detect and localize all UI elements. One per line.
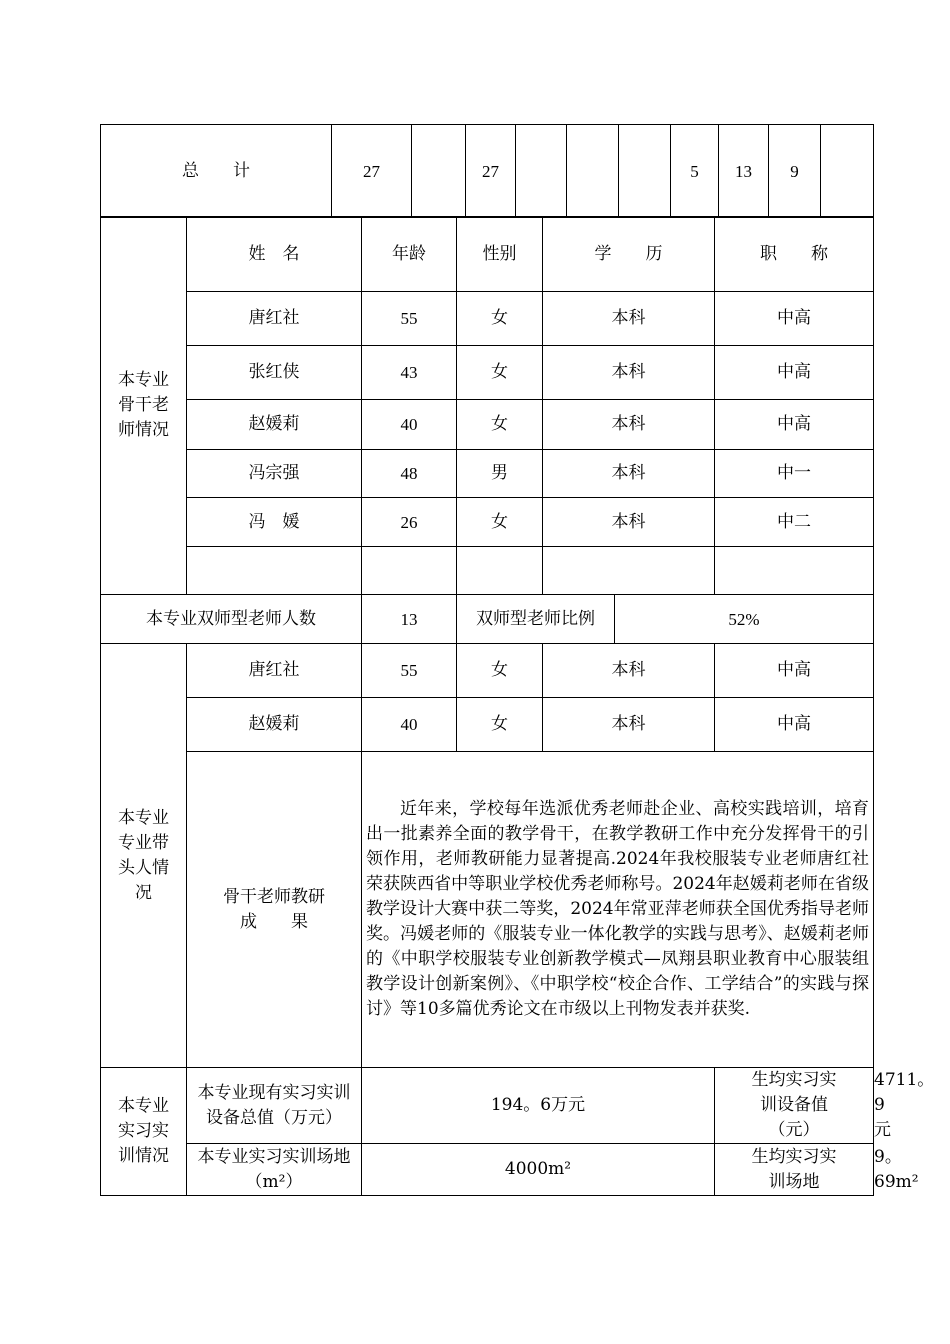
training-section-label	[101, 1068, 187, 1196]
dual-ratio-label: 双师型老师比例	[457, 595, 615, 644]
research-label-line2: 成 果	[240, 911, 308, 932]
core-row	[101, 292, 874, 346]
total-cell: 5	[671, 125, 719, 218]
training-row-equip: 本专业实习实训情况 本专业现有实习实训设备总值（万元） 194。6万元 生均实习实训设备值（元） 4711。9元	[101, 1068, 874, 1144]
header-title: 职 称	[715, 217, 874, 292]
total-cell	[619, 125, 671, 218]
site-label-text: 本专业实习实训场地（m²）	[197, 1146, 351, 1192]
teacher-gender	[457, 547, 543, 595]
teacher-gender: 女	[457, 292, 543, 346]
teacher-title: 中二	[715, 498, 874, 547]
per-site-label-text: 生均实习实训场地	[751, 1146, 837, 1192]
leader-row	[101, 698, 874, 752]
core-row	[101, 450, 874, 498]
research-label-line1: 骨干老师教研	[223, 886, 325, 907]
teacher-gender: 男	[457, 450, 543, 498]
teacher-title	[715, 547, 874, 595]
teacher-title: 中高	[715, 346, 874, 400]
teacher-age: 40	[362, 400, 457, 450]
header-education: 学 历	[543, 217, 715, 292]
teacher-name: 张红侠	[187, 346, 362, 400]
training-section-text: 本专业实习实训情况	[117, 1096, 169, 1166]
header-age: 年龄	[362, 217, 457, 292]
leader-name: 唐红社	[187, 644, 362, 698]
core-row-empty	[101, 547, 874, 595]
total-cell: 9	[769, 125, 821, 218]
teacher-table	[100, 216, 935, 1196]
per-site-label	[715, 1144, 874, 1196]
core-section-text: 本专业骨干老师情况	[117, 370, 169, 440]
teacher-gender: 女	[457, 498, 543, 547]
teacher-name: 冯 媛	[187, 498, 362, 547]
equip-label	[187, 1068, 362, 1144]
teacher-age: 26	[362, 498, 457, 547]
teacher-age	[362, 547, 457, 595]
teacher-education	[543, 547, 715, 595]
core-section-label	[101, 217, 187, 595]
dual-count-label: 本专业双师型老师人数	[101, 595, 362, 644]
teacher-age: 55	[362, 292, 457, 346]
teacher-name	[187, 547, 362, 595]
header-name: 姓 名	[187, 217, 362, 292]
leader-title: 中高	[715, 698, 874, 752]
dual-ratio: 52%	[615, 595, 874, 644]
teacher-name: 冯宗强	[187, 450, 362, 498]
core-row	[101, 346, 874, 400]
research-row	[101, 752, 874, 1068]
leader-education: 本科	[543, 698, 715, 752]
teacher-education: 本科	[543, 400, 715, 450]
teacher-name: 赵媛莉	[187, 400, 362, 450]
training-row-site: 本专业实习实训场地（m²） 4000m² 生均实习实训场地 9。69m²	[101, 1144, 874, 1196]
teacher-education: 本科	[543, 292, 715, 346]
leaders-section-label	[101, 644, 187, 1068]
dual-row	[101, 595, 874, 644]
teacher-gender: 女	[457, 400, 543, 450]
leader-age: 55	[362, 644, 457, 698]
teacher-age: 43	[362, 346, 457, 400]
teacher-title: 中一	[715, 450, 874, 498]
leader-education: 本科	[543, 644, 715, 698]
teacher-title: 中高	[715, 292, 874, 346]
equip-value: 194。6万元	[362, 1068, 715, 1144]
leader-age: 40	[362, 698, 457, 752]
core-row	[101, 498, 874, 547]
total-cell: 13	[719, 125, 769, 218]
research-text: 近年来，学校每年选派优秀老师赴企业、高校实践培训，培育出一批素养全面的教学骨干，在教学教研工作中充分发挥骨干的引领作用，老师教研能力显著提高.2024年我校服装专业老师唐红社荣获陕西省中等职业学校优秀老师称号。2024年赵媛莉老师在省级教学设计大赛中获二等奖，2024年常亚萍老师获全国优秀指导老师奖。冯媛老师的《服装专业一体化教学的实践与思考》、赵媛莉老师的《中职学校服装专业创新教学模式—凤翔县职业教育中心服装组教学设计创新案例》、《中职学校“校企合作、工学结合”的实践与探讨》等10多篇优秀论文在市级以上刊物发表并获奖.	[362, 752, 874, 1068]
per-equip-label-text: 生均实习实训设备值（元）	[751, 1070, 837, 1140]
leader-row	[101, 644, 874, 698]
leaders-section-text: 本专业专业带头人情况	[117, 807, 169, 903]
site-value: 4000m²	[362, 1144, 715, 1196]
teacher-title: 中高	[715, 400, 874, 450]
core-row	[101, 400, 874, 450]
total-table	[100, 124, 874, 218]
total-cell: 27	[466, 125, 516, 218]
teacher-education: 本科	[543, 450, 715, 498]
core-header-row	[101, 217, 874, 292]
total-row	[101, 125, 874, 218]
total-cell: 27	[332, 125, 412, 218]
total-cell	[412, 125, 466, 218]
total-cell	[567, 125, 619, 218]
dual-count: 13	[362, 595, 457, 644]
research-label	[187, 752, 362, 1068]
leader-gender: 女	[457, 644, 543, 698]
teacher-age: 48	[362, 450, 457, 498]
teacher-education: 本科	[543, 498, 715, 547]
teacher-gender: 女	[457, 346, 543, 400]
per-equip-label	[715, 1068, 874, 1144]
total-cell	[516, 125, 567, 218]
site-label	[187, 1144, 362, 1196]
teacher-education: 本科	[543, 346, 715, 400]
equip-label-text: 本专业现有实习实训设备总值（万元）	[197, 1082, 351, 1128]
leader-name: 赵媛莉	[187, 698, 362, 752]
teacher-name: 唐红社	[187, 292, 362, 346]
leader-gender: 女	[457, 698, 543, 752]
total-cell	[821, 125, 874, 218]
header-gender: 性别	[457, 217, 543, 292]
leader-title: 中高	[715, 644, 874, 698]
total-label: 总 计	[101, 125, 332, 218]
